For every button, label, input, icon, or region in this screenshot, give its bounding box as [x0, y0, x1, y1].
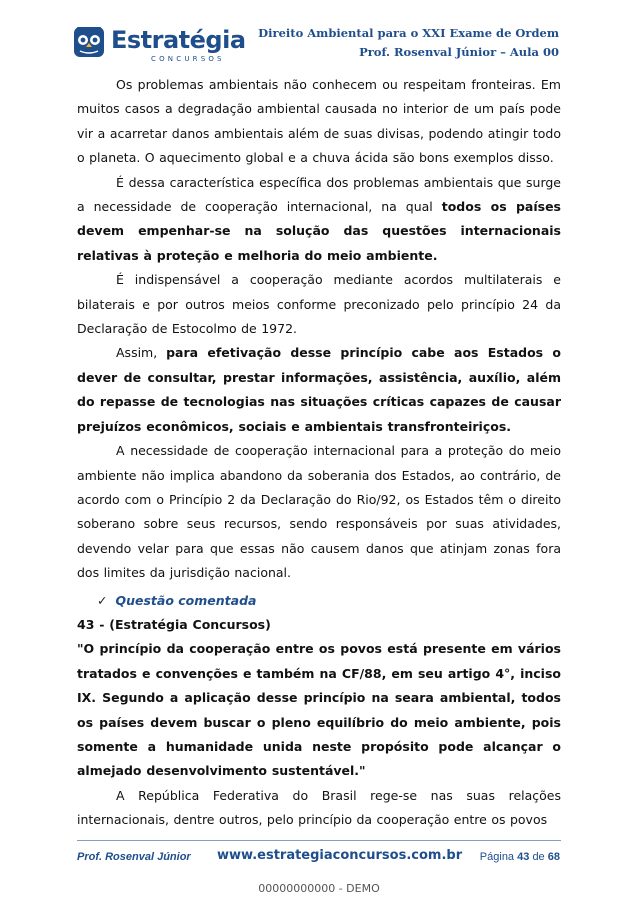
paragraph-1: Os problemas ambientais não conhecem ou respeitam fronteiras. Em muitos casos a degradação ambiental causada no interior de um país pode vir a acarretar danos ambientais além de suas divisas, podendo atingir todo o planeta. O aquecimento global e a chuva ácida são bons exemplos disso. [77, 77, 561, 166]
question-heading [97, 589, 561, 613]
owl-icon [73, 24, 105, 58]
paragraph-3: É indispensável a cooperação mediante acordos multilaterais e bilaterais e por outros meios conforme preconizado pelo princípio 24 da Declaração de Estocolmo de 1972. [77, 272, 561, 337]
brand-name: Estratégia [111, 26, 246, 54]
demo-watermark: 00000000000 - DEMO [258, 882, 380, 895]
course-header [258, 24, 559, 62]
paragraph-2-emphasis: todos os países devem empenhar-se na solução das questões internacionais relativas à proteção e melhoria do meio ambiente. [77, 199, 561, 263]
page-of: de [532, 851, 545, 863]
course-professor: Prof. Rosenval Júnior – Aula 00 [359, 45, 559, 59]
question-section [77, 589, 561, 833]
answer-text: A República Federativa do Brasil rege-se nas suas relações internacionais, dentre outros, pelo princípio da cooperação entre os povos [77, 787, 561, 828]
footer-website-link[interactable]: www.estrategiaconcursos.com.br [217, 848, 463, 863]
page-number [480, 851, 560, 863]
question-number: 43 - (Estratégia Concursos) [77, 617, 271, 632]
paragraph-4-emphasis: para efetivação desse princípio cabe aos Estados o dever de consultar, prestar informações, assistência, auxílio, além do repasse de tecnologias nas situações críticas capazes de causar prejuízos econômicos, sociais e ambientais transfronteiriços. [77, 345, 561, 434]
footer-author: Prof. Rosenval Júnior [77, 851, 191, 863]
footer-divider [77, 840, 561, 841]
paragraph-4-text: Assim, [116, 345, 167, 361]
brand-subtitle: CONCURSOS [151, 55, 225, 63]
page-label: Página [479, 851, 515, 863]
paragraph-5: A necessidade de cooperação internacional para a proteção do meio ambiente não implica abandono da soberania dos Estados, ao contrário, de acordo com o Princípio 2 da Declaração do Rio/92, os Estados têm o direito soberano sobre seus recursos, sendo responsáveis por suas atividades, devendo velar para que essas não causem danos que atinjam zonas fora dos limites da jurisdição nacional. [77, 443, 561, 581]
page-current: 43 [517, 851, 530, 863]
main-text [77, 73, 561, 586]
paragraph-4 [77, 341, 561, 439]
paragraph-2-text: É dessa característica específica dos problemas ambientais que surge a necessidade de cooperação internacional, na qual [77, 174, 561, 215]
question-statement: "O princípio da cooperação entre os povos está presente em vários tratados e convenções e também na CF/88, em seu artigo 4°, inciso IX. Segundo a aplicação desse princípio na seara ambiental, todos os países devem buscar o pleno equilíbrio do meio ambiente, pois somente a humanidade unida neste propósito pode alcançar o almejado desenvolvimento sustentável." [77, 641, 561, 779]
course-title: Direito Ambiental para o XXI Exame de Ordem [258, 26, 559, 40]
estrategia-logo [73, 22, 246, 66]
page-total: 68 [547, 851, 560, 863]
paragraph-2 [77, 171, 561, 269]
question-title: Questão comentada [115, 593, 257, 608]
check-icon: ✓ [97, 593, 108, 608]
